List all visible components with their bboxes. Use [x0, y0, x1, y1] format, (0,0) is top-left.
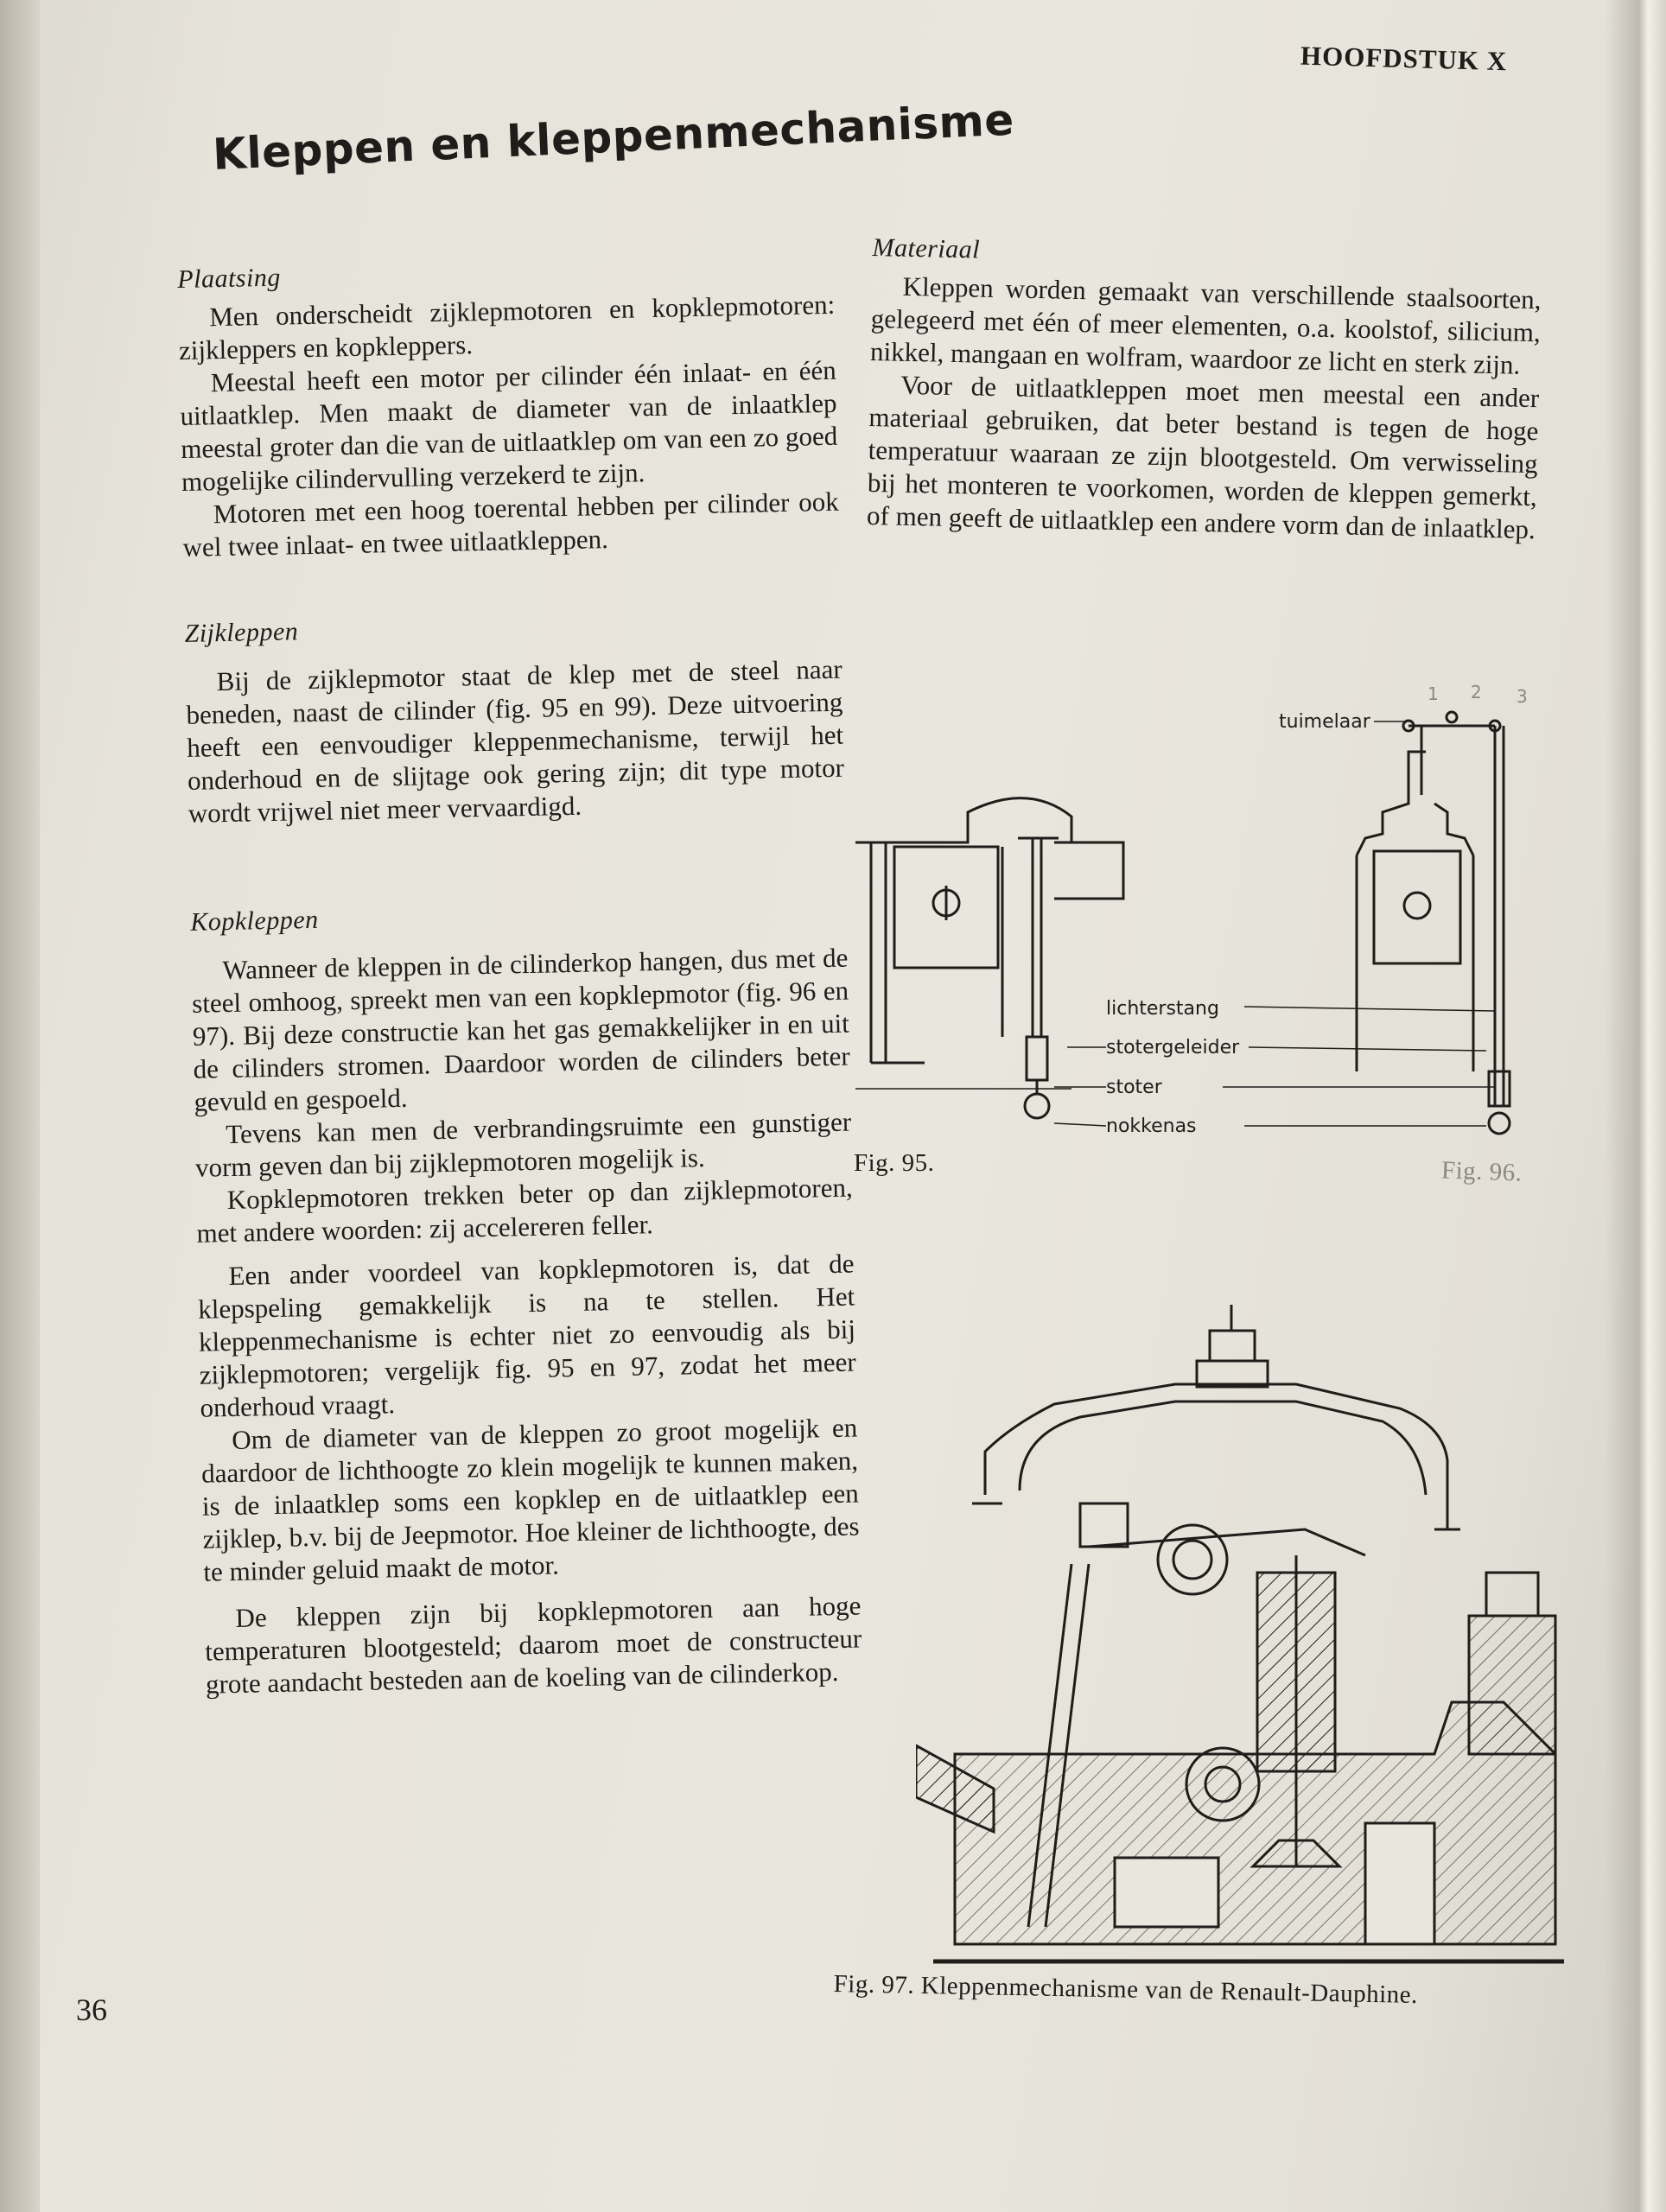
paragraph: Motoren met een hoog toerental hebben per cilinder ook wel twee inlaat- en twee uitlaatkleppen.: [182, 486, 840, 563]
paragraph: Kopklepmotoren trekken beter op dan zijklepmotoren, met andere woorden: zij accelereren feller.: [196, 1172, 853, 1249]
paragraph: Men onderscheidt zijklepmotoren en kopklepmotoren: zijkleppers en kopkleppers.: [178, 289, 836, 365]
label-tuimelaar: tuimelaar: [1279, 711, 1370, 733]
paragraph: Meestal heeft een motor per cilinder één inlaat- en één uitlaatklep. Men maakt de diameter van de inlaatklep meestal groter dan die van de uitlaatklep om van een zo goed mogelijke cilindervulling verzekerd te zijn.: [180, 354, 838, 497]
caption-fig-96: Fig. 96.: [1440, 1156, 1523, 1187]
right-column: [867, 232, 1542, 546]
section-heading-materiaal: Materiaal: [872, 232, 981, 264]
paragraph: Om de diameter van de kleppen zo groot mogelijk en daardoor de lichthoogte zo klein mogelijk te kunnen maken, is de inlaatklep soms een kopklep en de uitlaatklep een zijklep, b.v. bij de Jeepmotor. Hoe kleiner de lichthoogte, des te minder geluid maakt de motor.: [200, 1412, 860, 1587]
paragraph: Wanneer de kleppen in de cilinderkop hangen, dus met de steel omhoog, spreekt men van een kopklepmotor (fig. 96 en 97). Bij deze constructie kan het gas gemakkelijker in en uit de cilinders stromen. Daardoor worden de cilinders beter gevuld en gespoeld.: [191, 942, 850, 1117]
label-lichterstang: lichterstang: [1106, 998, 1219, 1020]
section-heading: Zijkleppen: [184, 617, 299, 648]
paragraph: Bij de zijklepmotor staat de klep met de steel naar beneden, naast de cilinder (fig. 95 en 99). Deze uitvoering heeft een eenvoudiger kleppenmechanisme, terwijl het onderhoud en de slijtage ook gering zijn; dit type motor wordt vrijwel niet meer vervaardigd.: [186, 653, 845, 829]
chapter-header: HOOFDSTUK X: [1300, 40, 1508, 77]
label-leaders: [1054, 721, 1495, 1126]
section-zijkleppen: [184, 605, 845, 830]
label-stoter: stoter: [1106, 1077, 1162, 1098]
paragraph: Voor de uitlaatkleppen moet men meestal een ander materiaal gebruiken, dat beter bestand is tegen de hoge temperatuur waaraan ze zijn blootgesteld. Om verwisseling bij het monteren te voorkomen, worden de kleppen gemerkt, of men geeft de uitlaatklep een andere vorm dan de inlaatklep.: [866, 369, 1540, 545]
caption-fig-97: Fig. 97. Kleppenmechanisme van de Renault-Dauphine.: [833, 1970, 1419, 2009]
paragraph: Tevens kan men de verbrandingsruimte een gunstiger vorm geven dan bij zijklepmotoren mogelijk is.: [194, 1106, 852, 1183]
label-num-2: 2: [1471, 682, 1482, 702]
section-plaatsing: [177, 251, 840, 564]
fig97-drawing: [916, 1305, 1564, 1961]
figure-95-96: [847, 674, 1564, 1158]
caption-fig-95: Fig. 95.: [854, 1149, 935, 1177]
page-number: 36: [76, 1993, 107, 2027]
left-column: [177, 251, 863, 1755]
figure-97-valve-mechanism: [916, 1305, 1581, 1970]
page-title: Kleppen en kleppenmechanisme: [212, 94, 1015, 180]
paragraph: Kleppen worden gemaakt van verschillende staalsoorten, gelegeerd met één of meer elementen, o.a. koolstof, silicium, nikkel, mangaan en wolfram, waardoor ze licht en sterk zijn.: [869, 270, 1542, 380]
label-nokkenas: nokkenas: [1106, 1116, 1197, 1137]
section-heading: Kopkleppen: [189, 905, 319, 937]
section-kopkleppen: [190, 893, 862, 1701]
paragraph: Een ander voordeel van kopklepmotoren is, dat de klepspeling gemakkelijk is na te stellen. Het kleppenmechanisme is echter niet zo eenvoudig als bij zijklepmotoren; vergelijk fig. 95 en 97, zodat het meer onderhoud vraagt.: [197, 1248, 857, 1423]
label-num-3: 3: [1517, 686, 1528, 707]
label-stotergeleider: stotergeleider: [1106, 1037, 1240, 1058]
label-num-1: 1: [1428, 683, 1439, 704]
section-heading: Plaatsing: [177, 263, 282, 294]
paragraph: De kleppen zijn bij kopklepmotoren aan hoge temperaturen blootgesteld; daarom moet de constructeur grote aandacht besteden aan de koeling van de cilinderkop.: [204, 1590, 862, 1700]
fig95-drawing: [855, 712, 1510, 1134]
